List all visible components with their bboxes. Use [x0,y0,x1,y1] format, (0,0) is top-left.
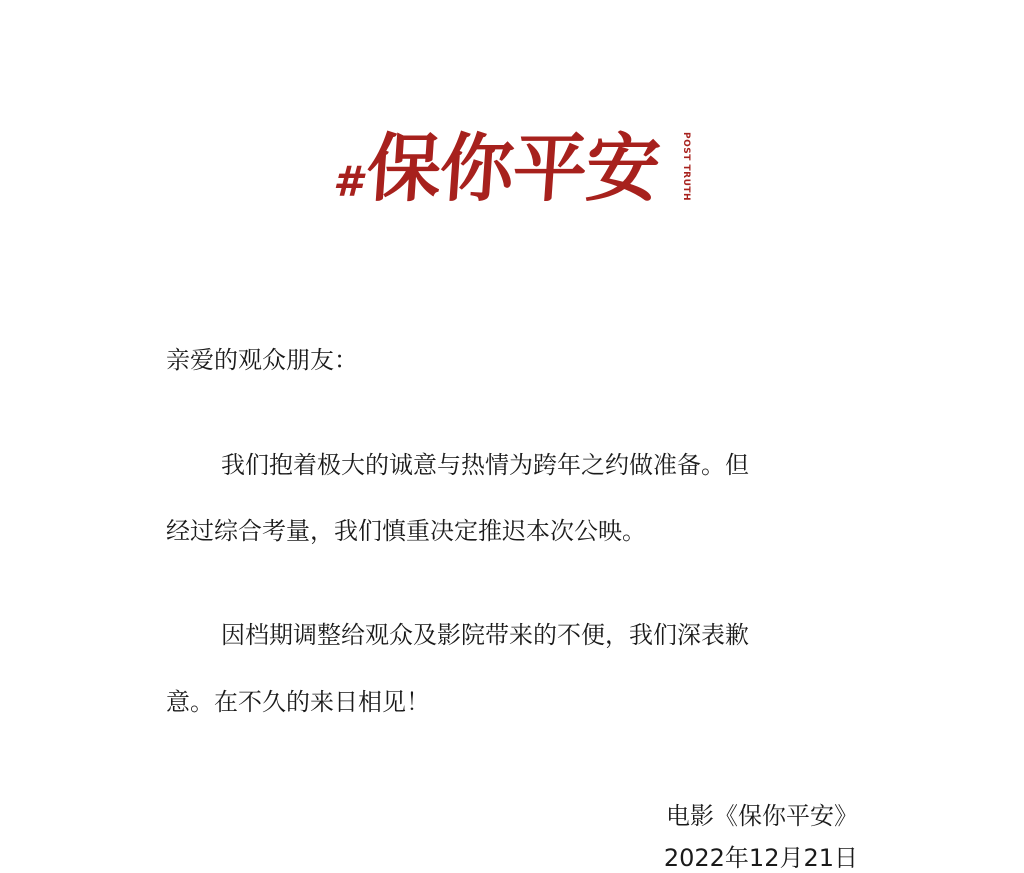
paragraph-2-line-2: 意。在不久的来日相见！ [166,688,430,716]
film-logo [333,128,698,210]
logo-title: 保你平安 [363,126,663,212]
logo-side-text: POST TRUTH [681,132,691,202]
paragraph-1-line-2: 经过综合考量，我们慎重决定推迟本次公映。 [166,517,646,545]
logo-hash-mark: # [333,157,363,206]
logo-side-text-wrap [679,132,693,208]
paragraph-2-line-1: 因档期调整给观众及影院带来的不便，我们深表歉 [221,621,749,649]
signature-date: 2022年12月21日 [663,844,858,872]
signature-film: 电影《保你平安》 [666,802,858,830]
paragraph-1-line-1: 我们抱着极大的诚意与热情为跨年之约做准备。但 [221,451,749,479]
letter-greeting: 亲爱的观众朋友： [166,346,358,374]
